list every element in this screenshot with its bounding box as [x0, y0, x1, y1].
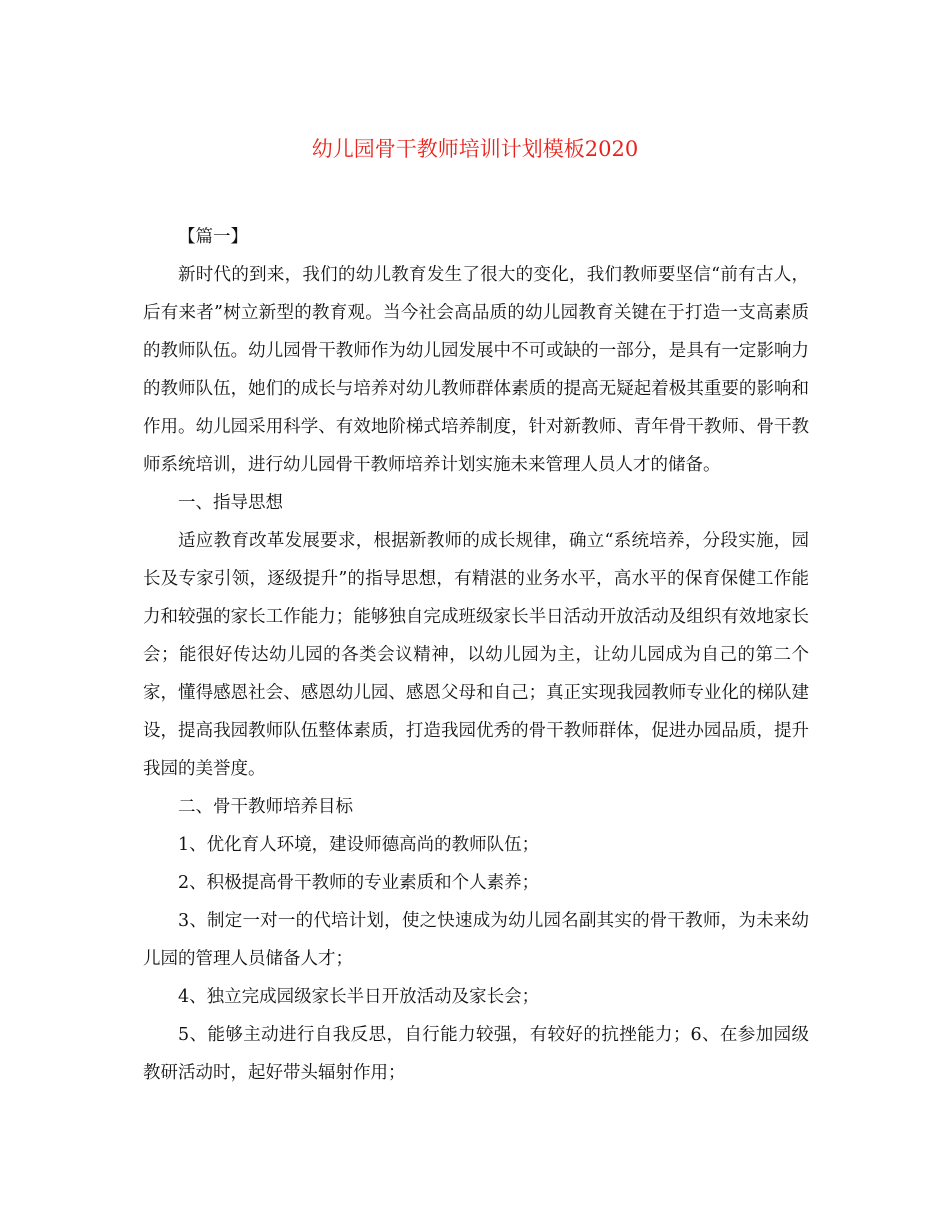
goal-item-5-6: 5、能够主动进行自我反思，自行能力较强，有较好的抗挫能力；6、在参加园级教研活动时，起好带头辐射作用；: [143, 1025, 809, 1083]
section-heading-training-goals: 二、骨干教师培养目标: [178, 797, 353, 817]
document-body: [143, 218, 809, 1092]
intro-paragraph: 新时代的到来，我们的幼儿教育发生了很大的变化，我们教师要坚信“前有古人，后有来者”树立新型的教育观。当今社会高品质的幼儿园教育关键在于打造一支高素质的教师队伍。幼儿园骨干教师作为幼儿园发展中不可或缺的一部分，是具有一定影响力的教师队伍，她们的成长与培养对幼儿教师群体素质的提高无疑起着极其重要的影响和作用。幼儿园采用科学、有效地阶梯式培养制度，针对新教师、青年骨干教师、骨干教师系统培训，进行幼儿园骨干教师培养计划实施未来管理人员人才的储备。: [143, 265, 809, 475]
document-title: 幼儿园骨干教师培训计划模板2020: [311, 137, 639, 161]
goal-item-2: 2、积极提高骨干教师的专业素质和个人素养；: [178, 873, 540, 893]
goal-item-3: 3、制定一对一的代培计划，使之快速成为幼儿园名副其实的骨干教师，为未来幼儿园的管理人员储备人才；: [143, 911, 809, 969]
section-heading-part-one: 【篇一】: [178, 227, 248, 247]
section-heading-guiding-ideology: 一、指导思想: [178, 493, 283, 513]
guiding-ideology-paragraph: 适应教育改革发展要求，根据新教师的成长规律，确立“系统培养，分段实施，园长及专家引领，逐级提升”的指导思想，有精湛的业务水平，高水平的保育保健工作能力和较强的家长工作能力；能够独自完成班级家长半日活动开放活动及组织有效地家长会；能很好传达幼儿园的各类会议精神，以幼儿园为主，让幼儿园成为自己的第二个家，懂得感恩社会、感恩幼儿园、感恩父母和自己；真正实现我园教师专业化的梯队建设，提高我园教师队伍整体素质，打造我园优秀的骨干教师群体，促进办园品质，提升我园的美誉度。: [143, 531, 809, 779]
goal-item-4: 4、独立完成园级家长半日开放活动及家长会；: [178, 987, 540, 1007]
goal-item-1: 1、优化育人环境，建设师德高尚的教师队伍；: [178, 835, 540, 855]
